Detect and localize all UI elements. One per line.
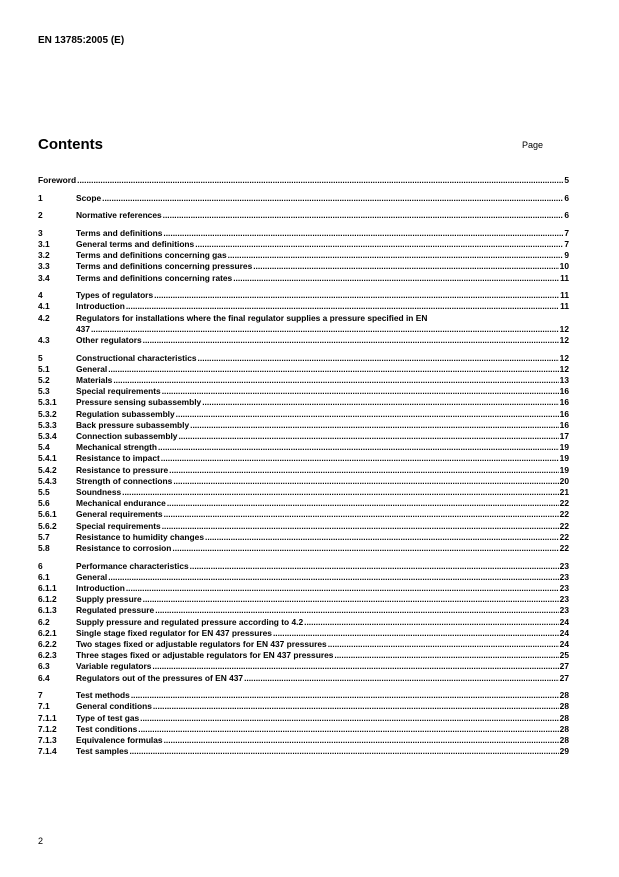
toc-entry-number: 3.2 bbox=[38, 250, 50, 261]
toc-entry-title: Back pressure subassembly bbox=[76, 419, 190, 430]
toc-leader-dots bbox=[126, 301, 559, 312]
toc-leader-dots bbox=[244, 673, 559, 684]
toc-entry-title: Terms and definitions concerning gas bbox=[76, 250, 227, 261]
toc-leader-dots bbox=[162, 386, 559, 397]
toc-entry-number: 1 bbox=[38, 192, 43, 203]
toc-group bbox=[38, 561, 569, 684]
toc-entry-title: Equivalence formulas bbox=[76, 735, 163, 746]
toc-entry-number: 4.2 bbox=[38, 312, 50, 323]
document-header: EN 13785:2005 (E) bbox=[38, 35, 125, 46]
toc-entry-page: 17 bbox=[559, 431, 569, 442]
toc-entry[interactable] bbox=[38, 301, 569, 312]
toc-entry-page: 7 bbox=[564, 238, 569, 249]
page-column-label: Page bbox=[522, 140, 544, 150]
toc-entry-title: Scope bbox=[76, 192, 102, 203]
toc-entry-page: 7 bbox=[564, 227, 569, 238]
toc-entry-number: 5.5 bbox=[38, 487, 50, 498]
toc-entry-number: 6.2.2 bbox=[38, 639, 57, 650]
toc-entry[interactable] bbox=[38, 420, 569, 431]
toc-entry-page: 19 bbox=[559, 464, 569, 475]
toc-entry[interactable] bbox=[38, 261, 569, 272]
toc-entry-page: 12 bbox=[559, 363, 569, 374]
toc-entry[interactable] bbox=[38, 250, 569, 261]
toc-group bbox=[38, 353, 569, 555]
toc-entry-title: Regulators for installations where the final regulator supplies a pressure specified in EN bbox=[76, 312, 428, 323]
toc-entry-number: 7.1 bbox=[38, 701, 50, 712]
toc-entry-page: 19 bbox=[559, 453, 569, 464]
toc-leader-dots bbox=[190, 561, 559, 572]
toc-entry-title: General terms and definitions bbox=[76, 238, 195, 249]
toc-entry[interactable] bbox=[38, 701, 569, 712]
toc-entry[interactable] bbox=[38, 594, 569, 605]
toc-entry-title: Performance characteristics bbox=[76, 560, 189, 571]
toc-entry-number: 7.1.1 bbox=[38, 712, 57, 723]
toc-entry-title: Terms and definitions bbox=[76, 227, 163, 238]
page-title: Contents bbox=[38, 136, 103, 153]
toc-entry-title: Soundness bbox=[76, 487, 122, 498]
toc-entry-page: 22 bbox=[559, 543, 569, 554]
toc-entry-title: Terms and definitions concerning rates bbox=[76, 272, 233, 283]
toc-entry[interactable] bbox=[38, 313, 569, 324]
toc-entry-number: 6.4 bbox=[38, 672, 50, 683]
toc-leader-dots bbox=[129, 746, 558, 757]
toc-leader-dots bbox=[131, 690, 559, 701]
toc-entry[interactable] bbox=[38, 465, 569, 476]
toc-entry-continuation[interactable] bbox=[38, 324, 569, 335]
toc-entry-page: 16 bbox=[559, 419, 569, 430]
toc-entry[interactable] bbox=[38, 650, 569, 661]
toc-entry-number: 3 bbox=[38, 227, 43, 238]
toc-entry-title: Supply pressure bbox=[76, 594, 142, 605]
toc-entry-title: Connection subassembly bbox=[76, 431, 178, 442]
toc-entry-page: 6 bbox=[564, 210, 569, 221]
toc-entry-number: 4.3 bbox=[38, 335, 50, 345]
toc-leader-dots bbox=[108, 364, 558, 375]
toc-entry[interactable] bbox=[38, 386, 569, 397]
toc-entry-title: Supply pressure and regulated pressure according to 4.2 bbox=[76, 616, 304, 627]
toc-entry[interactable] bbox=[38, 193, 569, 204]
toc-leader-dots bbox=[102, 193, 563, 204]
toc-entry-number: 6.2 bbox=[38, 616, 50, 627]
toc-entry-number: 5.3.2 bbox=[38, 408, 57, 419]
toc-leader-dots bbox=[138, 724, 558, 735]
toc-entry-number: 2 bbox=[38, 210, 43, 221]
toc-entry-title: Other regulators bbox=[76, 335, 142, 345]
toc-leader-dots bbox=[162, 521, 559, 532]
toc-entry[interactable] bbox=[38, 431, 569, 442]
toc-leader-dots bbox=[228, 250, 564, 261]
toc-entry-page: 22 bbox=[559, 509, 569, 520]
toc-entry-page: 28 bbox=[559, 723, 569, 734]
toc-entry-page: 23 bbox=[559, 605, 569, 616]
toc-entry-title: Constructional characteristics bbox=[76, 352, 197, 363]
toc-entry-title: Pressure sensing subassembly bbox=[76, 397, 202, 408]
toc-entry-page: 23 bbox=[559, 560, 569, 571]
toc-entry[interactable] bbox=[38, 498, 569, 509]
toc-leader-dots bbox=[163, 228, 563, 239]
toc-entry-number: 4 bbox=[38, 290, 43, 301]
toc-entry-title: Introduction bbox=[76, 301, 125, 312]
toc-entry-page: 24 bbox=[559, 616, 569, 627]
toc-entry[interactable] bbox=[38, 713, 569, 724]
toc-leader-dots bbox=[190, 420, 559, 431]
toc-leader-dots bbox=[233, 273, 559, 284]
toc-entry-title: Foreword bbox=[38, 175, 77, 185]
toc-leader-dots bbox=[198, 353, 559, 364]
toc-entry-number: 6.1.3 bbox=[38, 605, 57, 616]
toc-entry-number: 6.1.1 bbox=[38, 583, 57, 594]
page-number: 2 bbox=[38, 836, 44, 846]
toc-entry-page: 22 bbox=[559, 498, 569, 509]
toc-entry-title: Types of regulators bbox=[76, 290, 154, 301]
toc-entry-page: 16 bbox=[559, 408, 569, 419]
toc-entry-title: Terms and definitions concerning pressures bbox=[76, 261, 253, 272]
toc-entry-number: 7.1.2 bbox=[38, 723, 57, 734]
toc-entry-title: Three stages fixed or adjustable regulators for EN 437 pressures bbox=[76, 650, 334, 661]
toc-entry-number: 5.6.2 bbox=[38, 520, 57, 531]
toc-entry[interactable] bbox=[38, 397, 569, 408]
toc-entry-number: 5.3.4 bbox=[38, 431, 57, 442]
toc-leader-dots bbox=[334, 650, 558, 661]
toc-entry-number: 7 bbox=[38, 690, 43, 701]
toc-entry-title: Regulators out of the pressures of EN 437 bbox=[76, 672, 244, 683]
toc-entry-number: 6.1 bbox=[38, 571, 50, 582]
toc-entry-number: 7.1.4 bbox=[38, 746, 57, 757]
toc-entry-page: 19 bbox=[559, 442, 569, 453]
toc-entry-number: 5.4.3 bbox=[38, 475, 57, 486]
toc-leader-dots bbox=[122, 487, 559, 498]
toc-entry-title: Test samples bbox=[76, 746, 129, 757]
toc-entry[interactable] bbox=[38, 476, 569, 487]
toc-leader-dots bbox=[143, 594, 559, 605]
toc-entry-number: 5.4 bbox=[38, 442, 50, 453]
toc-group bbox=[38, 690, 569, 757]
toc-entry-page: 27 bbox=[559, 661, 569, 672]
toc-entry-title: Regulated pressure bbox=[76, 605, 155, 616]
toc-entry-page: 16 bbox=[559, 386, 569, 397]
toc-entry-number: 5.8 bbox=[38, 543, 50, 554]
toc-entry[interactable] bbox=[38, 673, 569, 684]
toc-entry-title: Mechanical strength bbox=[76, 442, 157, 453]
toc-entry[interactable] bbox=[38, 239, 569, 250]
toc-entry[interactable] bbox=[38, 583, 569, 594]
toc-entry-page: 24 bbox=[559, 627, 569, 638]
toc-leader-dots bbox=[161, 453, 559, 464]
toc-entry-number: 5.3 bbox=[38, 386, 50, 397]
toc-entry-page: 23 bbox=[559, 571, 569, 582]
toc-entry-title: General bbox=[76, 571, 108, 582]
toc-entry[interactable] bbox=[38, 442, 569, 453]
toc-leader-dots bbox=[164, 735, 559, 746]
toc-leader-dots bbox=[155, 605, 558, 616]
toc-entry-page: 6 bbox=[564, 192, 569, 203]
toc-group bbox=[38, 210, 569, 221]
toc-entry[interactable] bbox=[38, 690, 569, 701]
toc-entry-title: Test conditions bbox=[76, 723, 138, 734]
toc-leader-dots bbox=[172, 543, 558, 554]
toc-entry-page: 24 bbox=[559, 639, 569, 650]
toc-leader-dots bbox=[154, 290, 559, 301]
toc-entry-number: 6.2.3 bbox=[38, 650, 57, 661]
toc-entry[interactable] bbox=[38, 724, 569, 735]
toc-leader-dots bbox=[163, 210, 564, 221]
toc-entry-title: Resistance to humidity changes bbox=[76, 531, 204, 542]
toc-entry-title: Special requirements bbox=[76, 520, 161, 531]
toc-entry-page: 12 bbox=[559, 335, 569, 345]
toc-entry-number: 5.6 bbox=[38, 498, 50, 509]
toc-leader-dots bbox=[91, 324, 559, 335]
toc-entry-number: 6.2.1 bbox=[38, 627, 57, 638]
toc-group bbox=[38, 193, 569, 204]
toc-entry[interactable] bbox=[38, 572, 569, 583]
toc-group bbox=[38, 175, 569, 186]
toc-leader-dots bbox=[164, 509, 559, 520]
toc-entry-title: Special requirements bbox=[76, 386, 161, 397]
toc-entry[interactable] bbox=[38, 175, 569, 186]
toc-entry-number: 5.7 bbox=[38, 531, 50, 542]
toc-entry[interactable] bbox=[38, 735, 569, 746]
toc-entry[interactable] bbox=[38, 561, 569, 572]
toc-leader-dots bbox=[202, 397, 558, 408]
toc-entry[interactable] bbox=[38, 509, 569, 520]
toc-entry-title: Strength of connections bbox=[76, 475, 173, 486]
toc-entry-title: Resistance to pressure bbox=[76, 464, 169, 475]
toc-entry[interactable] bbox=[38, 409, 569, 420]
toc-leader-dots bbox=[253, 261, 558, 272]
toc-entry[interactable] bbox=[38, 453, 569, 464]
toc-leader-dots bbox=[108, 572, 558, 583]
toc-leader-dots bbox=[143, 335, 559, 346]
toc-entry[interactable] bbox=[38, 273, 569, 284]
toc-entry[interactable] bbox=[38, 617, 569, 628]
toc-entry-page: 20 bbox=[559, 475, 569, 486]
toc-entry-title: Normative references bbox=[76, 210, 162, 221]
toc-entry-page: 28 bbox=[559, 701, 569, 712]
toc-leader-dots bbox=[158, 442, 559, 453]
toc-leader-dots bbox=[113, 375, 558, 386]
toc-entry-number: 3.3 bbox=[38, 261, 50, 272]
toc-entry-title-continued: 437 bbox=[76, 323, 90, 334]
toc-entry-title: General bbox=[76, 363, 108, 374]
toc-entry-page: 11 bbox=[560, 301, 569, 312]
toc-entry-number: 6.1.2 bbox=[38, 594, 57, 605]
toc-group bbox=[38, 228, 569, 284]
toc-entry[interactable] bbox=[38, 210, 569, 221]
toc-entry[interactable] bbox=[38, 487, 569, 498]
toc-entry-title: General conditions bbox=[76, 701, 152, 712]
toc-entry[interactable] bbox=[38, 364, 569, 375]
toc-leader-dots bbox=[167, 498, 559, 509]
toc-entry-page: 28 bbox=[559, 690, 569, 701]
toc-leader-dots bbox=[169, 465, 559, 476]
toc-entry-page: 22 bbox=[559, 520, 569, 531]
toc-entry-number: 5.2 bbox=[38, 375, 50, 385]
toc-entry-number: 5.4.1 bbox=[38, 453, 57, 464]
toc-leader-dots bbox=[152, 661, 558, 672]
toc-entry-page: 11 bbox=[560, 290, 569, 301]
toc-entry-number: 5.3.3 bbox=[38, 419, 57, 430]
toc-leader-dots bbox=[195, 239, 563, 250]
toc-entry[interactable] bbox=[38, 746, 569, 757]
toc-entry[interactable] bbox=[38, 375, 569, 386]
toc-entry-title: Mechanical endurance bbox=[76, 498, 166, 509]
toc-entry-number: 5.4.2 bbox=[38, 464, 57, 475]
toc-entry-title: Variable regulators bbox=[76, 661, 152, 672]
toc-leader-dots bbox=[328, 639, 559, 650]
toc-entry-number: 3.1 bbox=[38, 238, 50, 249]
toc-entry-number: 5 bbox=[38, 352, 43, 363]
toc-entry-page: 27 bbox=[559, 672, 569, 683]
toc-entry-page: 23 bbox=[559, 583, 569, 594]
toc-entry-title: Type of test gas bbox=[76, 712, 140, 723]
toc-entry-page: 13 bbox=[559, 375, 569, 385]
toc-entry-page: 12 bbox=[559, 323, 569, 334]
toc-leader-dots bbox=[153, 701, 559, 712]
toc-entry[interactable] bbox=[38, 605, 569, 616]
toc-entry-page: 28 bbox=[559, 712, 569, 723]
toc-entry-page: 11 bbox=[560, 272, 569, 283]
toc-entry-title: Resistance to corrosion bbox=[76, 543, 172, 554]
table-of-contents bbox=[38, 175, 569, 764]
toc-leader-dots bbox=[205, 532, 559, 543]
toc-leader-dots bbox=[176, 409, 559, 420]
toc-entry-number: 5.1 bbox=[38, 363, 50, 374]
toc-entry-page: 23 bbox=[559, 594, 569, 605]
toc-entry-title: Regulation subassembly bbox=[76, 408, 175, 419]
toc-leader-dots bbox=[178, 431, 558, 442]
toc-entry-title: Two stages fixed or adjustable regulators for EN 437 pressures bbox=[76, 639, 327, 650]
toc-leader-dots bbox=[140, 713, 559, 724]
toc-entry[interactable] bbox=[38, 228, 569, 239]
toc-entry[interactable] bbox=[38, 639, 569, 650]
toc-entry-title: Resistance to impact bbox=[76, 453, 160, 464]
toc-entry[interactable] bbox=[38, 543, 569, 554]
toc-entry-number: 6.3 bbox=[38, 661, 50, 672]
toc-entry-title: General requirements bbox=[76, 509, 163, 520]
toc-entry-page: 16 bbox=[559, 397, 569, 408]
toc-entry-number: 5.3.1 bbox=[38, 397, 57, 408]
toc-entry-title: Single stage fixed regulator for EN 437 pressures bbox=[76, 627, 272, 638]
toc-entry[interactable] bbox=[38, 521, 569, 532]
toc-entry-page: 10 bbox=[559, 261, 569, 272]
toc-group bbox=[38, 290, 569, 346]
toc-entry-page: 21 bbox=[559, 487, 569, 498]
toc-entry-page: 28 bbox=[559, 735, 569, 746]
toc-leader-dots bbox=[77, 175, 563, 186]
toc-entry-title: Materials bbox=[76, 375, 113, 385]
toc-entry-number: 5.6.1 bbox=[38, 509, 57, 520]
toc-entry[interactable] bbox=[38, 661, 569, 672]
toc-entry-page: 5 bbox=[564, 175, 569, 185]
toc-leader-dots bbox=[126, 583, 559, 594]
toc-entry-page: 29 bbox=[559, 746, 569, 757]
toc-entry-title: Test methods bbox=[76, 690, 130, 701]
toc-entry-title: Introduction bbox=[76, 583, 125, 594]
toc-leader-dots bbox=[273, 628, 559, 639]
toc-entry-number: 4.1 bbox=[38, 301, 50, 312]
toc-entry[interactable] bbox=[38, 532, 569, 543]
toc-entry[interactable] bbox=[38, 290, 569, 301]
toc-entry-page: 25 bbox=[559, 650, 569, 661]
toc-entry-number: 6 bbox=[38, 560, 43, 571]
toc-leader-dots bbox=[304, 617, 559, 628]
toc-leader-dots bbox=[173, 476, 558, 487]
toc-entry-page: 12 bbox=[559, 352, 569, 363]
toc-entry-page: 22 bbox=[559, 531, 569, 542]
toc-entry-number: 7.1.3 bbox=[38, 735, 57, 746]
toc-entry[interactable] bbox=[38, 335, 569, 346]
toc-entry[interactable] bbox=[38, 628, 569, 639]
toc-entry-number: 3.4 bbox=[38, 272, 50, 283]
toc-entry-page: 9 bbox=[564, 250, 569, 261]
toc-entry[interactable] bbox=[38, 353, 569, 364]
